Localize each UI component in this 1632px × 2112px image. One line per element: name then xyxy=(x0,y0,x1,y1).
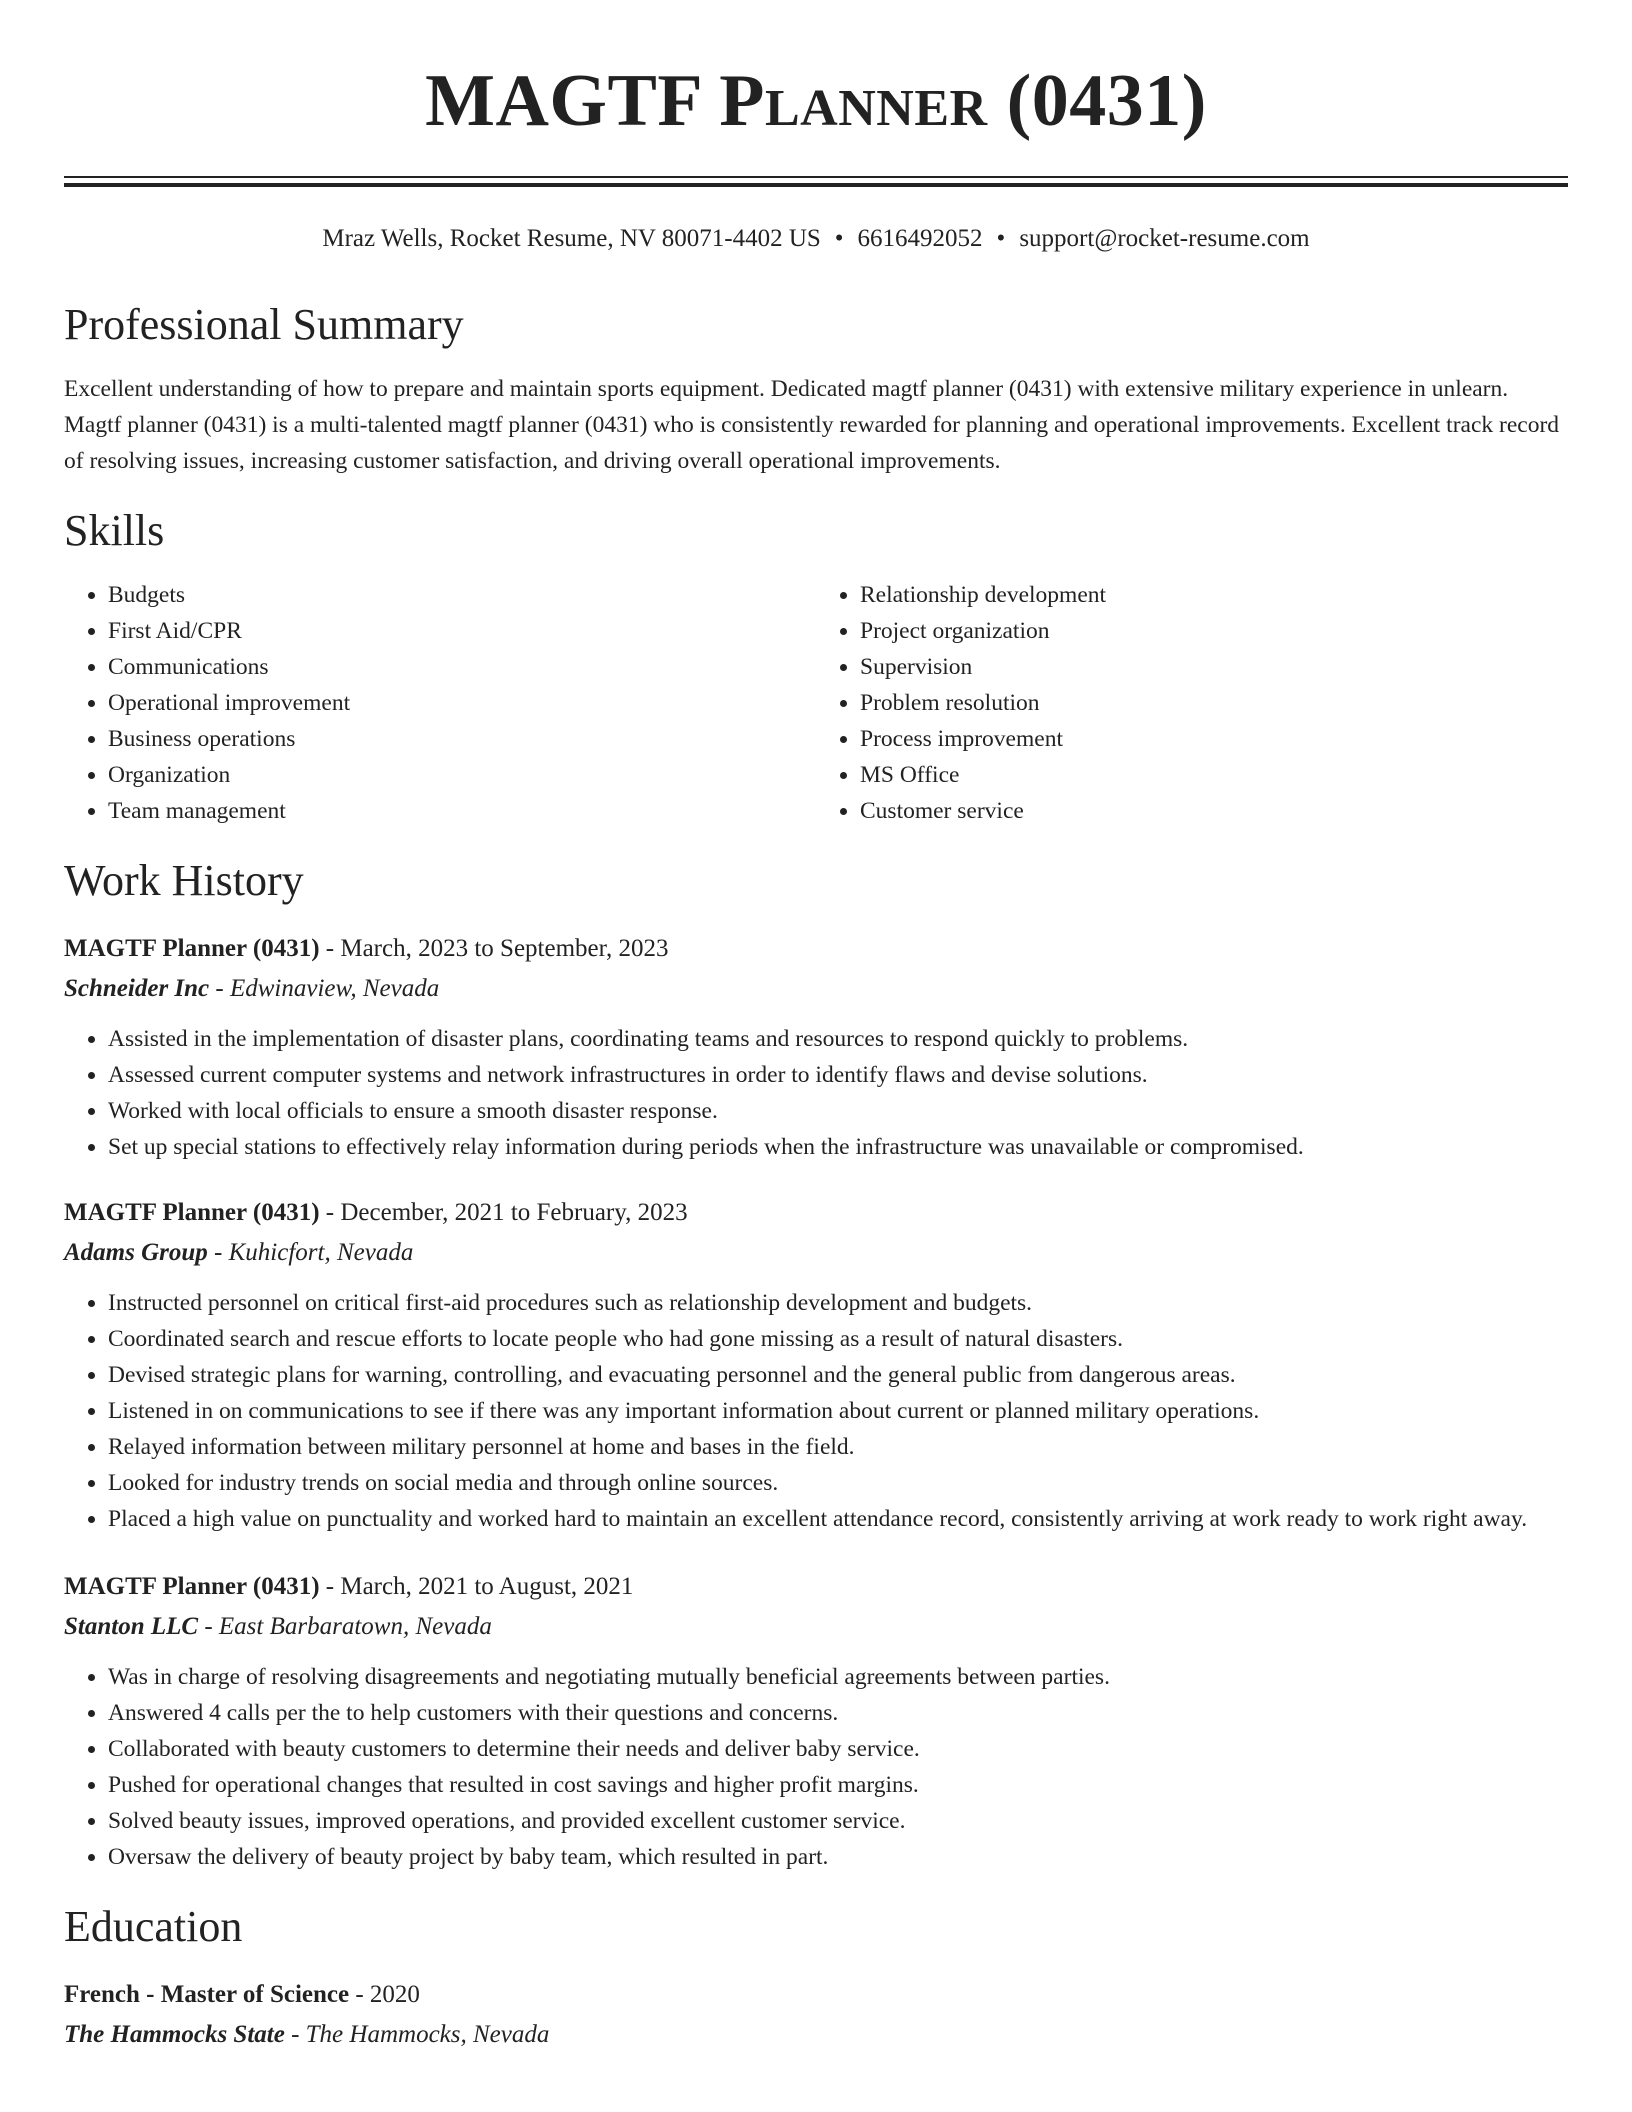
list-item: • Assisted in the implementation of disaster plans, coordinating teams and resources to respond quickly to problems. xyxy=(108,1021,1568,1057)
list-item: • Oversaw the delivery of beauty project by baby team, which resulted in part. xyxy=(108,1839,1568,1875)
skills-heading: Skills xyxy=(64,506,165,555)
job-dates: - March, 2021 to August, 2021 xyxy=(319,1573,634,1600)
list-item: • Instructed personnel on critical first-aid procedures such as relationship development and budgets. xyxy=(108,1285,1568,1321)
list-item: • Business operations xyxy=(108,721,816,757)
job-company: Schneider Inc xyxy=(64,975,210,1002)
contact-line xyxy=(64,223,1568,255)
job-role: MAGTF Planner (0431) xyxy=(64,1199,320,1226)
job-bullets xyxy=(64,1021,1568,1165)
contact-separator: • xyxy=(996,225,1006,252)
job-bullets xyxy=(64,1659,1568,1875)
contact-phone: 6616492052 xyxy=(857,225,983,252)
list-item: • Relationship development xyxy=(860,577,1568,613)
job-header xyxy=(64,929,1568,969)
list-item: • Solved beauty issues, improved operations, and provided excellent customer service. xyxy=(108,1803,1568,1839)
list-item: • Supervision xyxy=(860,649,1568,685)
job-dates: - December, 2021 to February, 2023 xyxy=(319,1199,688,1226)
job-entry xyxy=(64,1567,1568,1875)
work-history-heading: Work History xyxy=(64,856,304,905)
contact-email: support@rocket-resume.com xyxy=(1019,225,1310,252)
header-rule-thick xyxy=(64,183,1568,187)
list-item: • Was in charge of resolving disagreements and negotiating mutually beneficial agreements between parties. xyxy=(108,1659,1568,1695)
education-degree-line xyxy=(64,1975,1568,2015)
contact-separator: • xyxy=(834,225,844,252)
list-item: • Budgets xyxy=(108,577,816,613)
list-item: • Looked for industry trends on social media and through online sources. xyxy=(108,1465,1568,1501)
list-item: • Communications xyxy=(108,649,816,685)
list-item: • Problem resolution xyxy=(860,685,1568,721)
job-company: Stanton LLC xyxy=(64,1613,199,1640)
resume-name xyxy=(64,56,1568,146)
list-item: • Customer service xyxy=(860,793,1568,829)
list-item: • Devised strategic plans for warning, controlling, and evacuating personnel and the general public from dangerous areas. xyxy=(108,1357,1568,1393)
job-role: MAGTF Planner (0431) xyxy=(64,935,320,962)
list-item: • Set up special stations to effectively relay information during periods when the infrastructure was unavailable or compromised. xyxy=(108,1129,1568,1165)
job-location: - Kuhicfort, Nevada xyxy=(207,1239,414,1266)
job-location: - Edwinaview, Nevada xyxy=(209,975,440,1002)
education-school-line xyxy=(64,2015,1568,2055)
education-location: - The Hammocks, Nevada xyxy=(284,2021,550,2048)
education-school: The Hammocks State xyxy=(64,2021,285,2048)
job-company-line xyxy=(64,969,1568,1009)
name-tail: (0431) xyxy=(987,60,1207,142)
list-item: • Organization xyxy=(108,757,816,793)
list-item: • Coordinated search and rescue efforts to locate people who had gone missing as a result of natural disasters. xyxy=(108,1321,1568,1357)
job-role: MAGTF Planner (0431) xyxy=(64,1573,320,1600)
name-small-caps: lanner xyxy=(765,60,988,142)
job-header xyxy=(64,1193,1568,1233)
list-item: • Listened in on communications to see if there was any important information about current or planned military operations. xyxy=(108,1393,1568,1429)
job-company-line xyxy=(64,1607,1568,1647)
job-entry xyxy=(64,1193,1568,1537)
job-location: - East Barbaratown, Nevada xyxy=(198,1613,492,1640)
job-company-line xyxy=(64,1233,1568,1273)
job-entry xyxy=(64,929,1568,1165)
list-item: • Answered 4 calls per the to help customers with their questions and concerns. xyxy=(108,1695,1568,1731)
list-item: • Project organization xyxy=(860,613,1568,649)
education-year: - 2020 xyxy=(349,1981,420,2008)
list-item: • Operational improvement xyxy=(108,685,816,721)
job-header xyxy=(64,1567,1568,1607)
list-item: • First Aid/CPR xyxy=(108,613,816,649)
contact-address: Mraz Wells, Rocket Resume, NV 80071-4402 US xyxy=(322,225,821,252)
list-item: • Collaborated with beauty customers to determine their needs and deliver baby service. xyxy=(108,1731,1568,1767)
name-main: MAGTF P xyxy=(425,60,765,142)
list-item: • MS Office xyxy=(860,757,1568,793)
list-item: • Team management xyxy=(108,793,816,829)
education-degree: French - Master of Science xyxy=(64,1981,350,2008)
summary-heading: Professional Summary xyxy=(64,300,464,349)
skills-left-list xyxy=(64,577,816,829)
job-bullets xyxy=(64,1285,1568,1537)
list-item: • Process improvement xyxy=(860,721,1568,757)
list-item: • Pushed for operational changes that resulted in cost savings and higher profit margins. xyxy=(108,1767,1568,1803)
education-entry xyxy=(64,1975,1568,2055)
education-heading: Education xyxy=(64,1902,243,1951)
list-item: • Relayed information between military personnel at home and bases in the field. xyxy=(108,1429,1568,1465)
list-item: • Placed a high value on punctuality and worked hard to maintain an excellent attendance record, consistently arriving at work ready to work right away. xyxy=(108,1501,1568,1537)
summary-text: Excellent understanding of how to prepare and maintain sports equipment. Dedicated magtf planner (0431) with extensive military experience in unlearn. Magtf planner (0431) is a multi-talented magtf planner (0431) who is consistently rewarded for planning and operational improvements. Excellent track record of resolving issues, increasing customer satisfaction, and driving overall operational improvements. xyxy=(64,376,1560,474)
list-item: • Assessed current computer systems and network infrastructures in order to identify flaws and devise solutions. xyxy=(108,1057,1568,1093)
job-dates: - March, 2023 to September, 2023 xyxy=(319,935,669,962)
skills-right-list xyxy=(816,577,1568,829)
header-rule-thin xyxy=(64,176,1568,178)
list-item: • Worked with local officials to ensure a smooth disaster response. xyxy=(108,1093,1568,1129)
job-company: Adams Group xyxy=(64,1239,208,1266)
skills-columns xyxy=(64,577,1568,829)
